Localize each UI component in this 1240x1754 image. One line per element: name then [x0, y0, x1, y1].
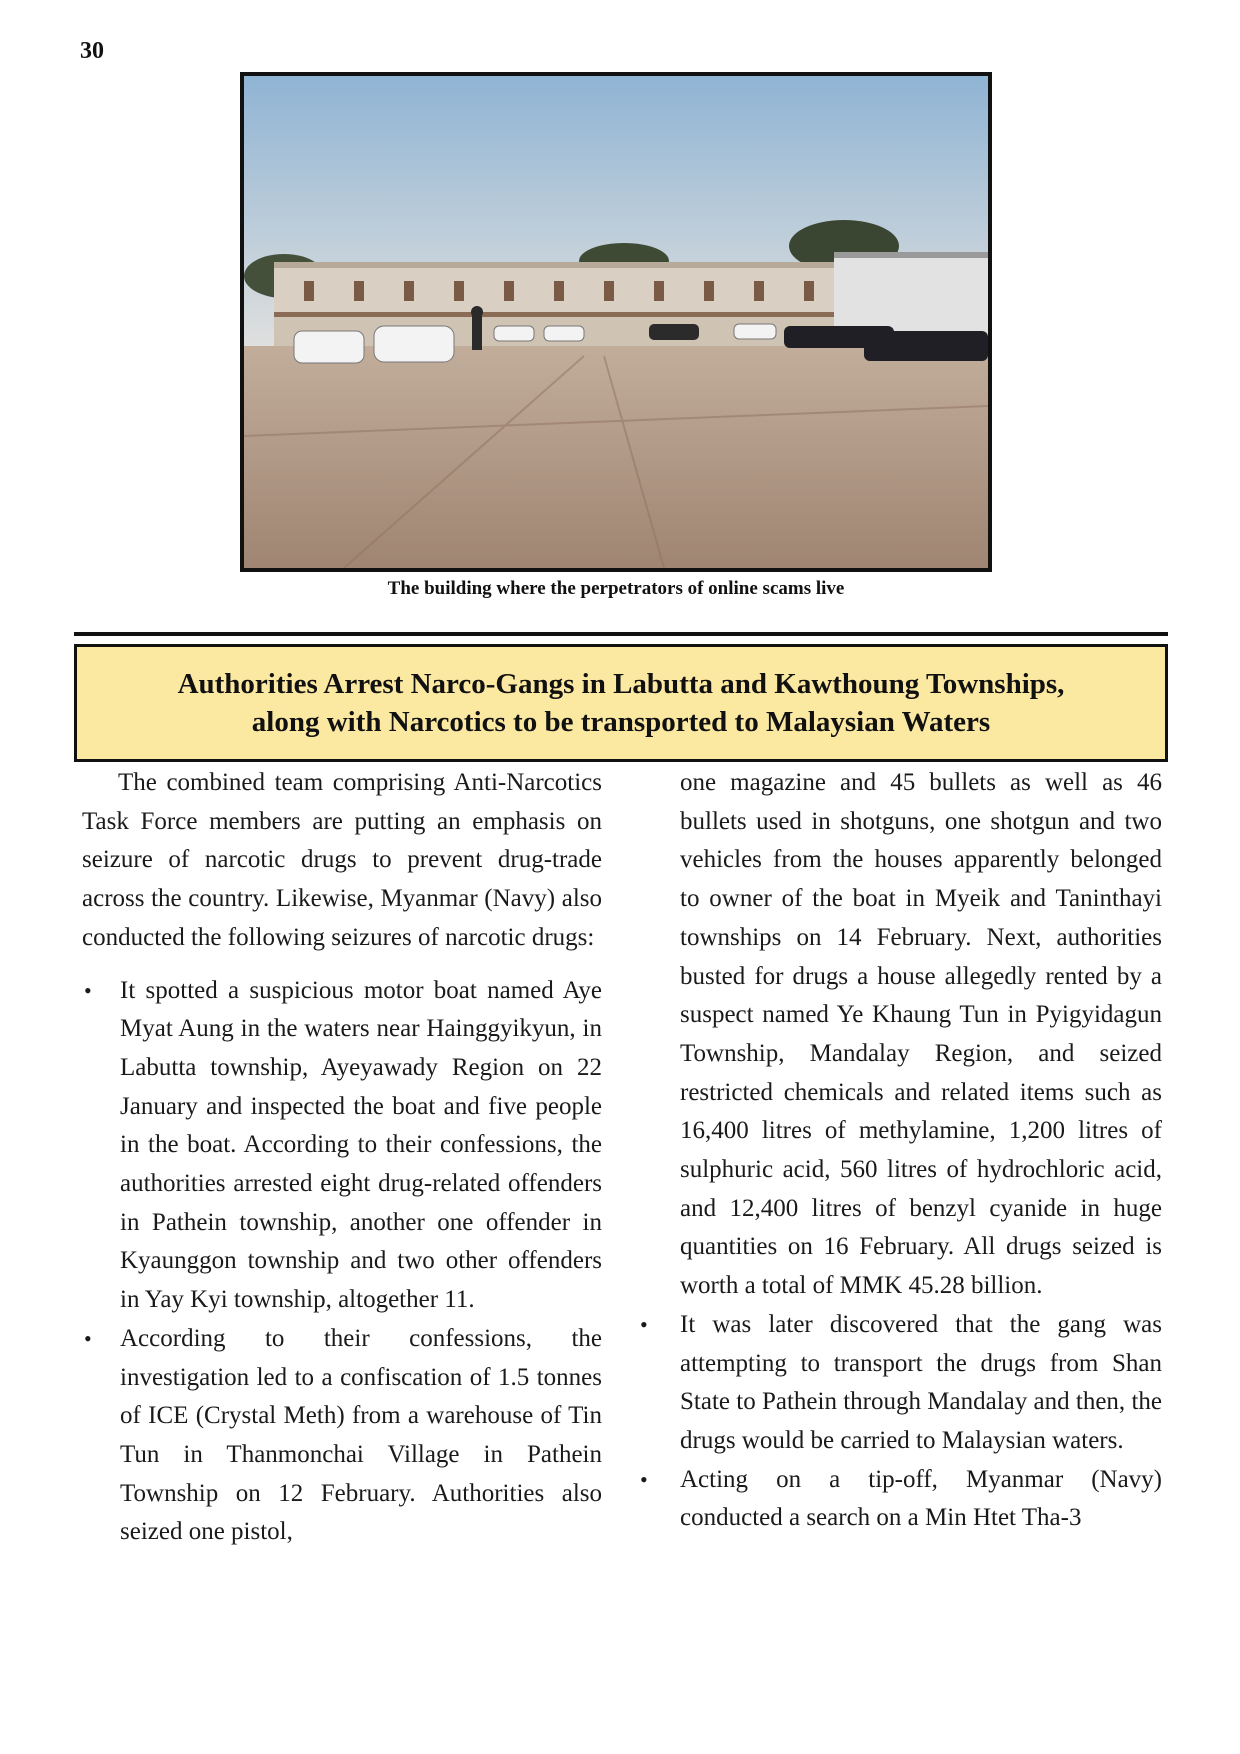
headline-line-1: Authorities Arrest Narco-Gangs in Labutta and Kawthoung Townships,: [177, 668, 1065, 700]
photo-illustration: [244, 76, 988, 568]
bullet-list-right: [640, 1306, 1162, 1538]
article-continuation: one magazine and 45 bullets as well as 46 bullets used in shotguns, one shotgun and two vehicles from the houses apparently belonged to owner of the boat in Myeik and Taninthayi townships on 14 February. Next, authorities busted for drugs a house allegedly rented by a suspect named Ye Khaung Tun in Pyigyidagun Township, Mandalay Region, and seized restricted chemicals and related items such as 16,400 litres of methylamine, 1,200 litres of sulphuric acid, 560 litres of hydrochloric acid, and 12,400 litres of benzyl cyanide in huge quantities on 16 February. All drugs seized is worth a total of MMK 45.28 billion.: [680, 769, 1162, 1300]
section-divider: [74, 632, 1168, 636]
bullet-list-left: [82, 972, 602, 1553]
bullet-text: According to their confessions, the investigation led to a confiscation of 1.5 tonnes of ICE (Crystal Meth) from a warehouse of Tin Tun in Thanmonchai Village in Pathein Township on 12 February. Authorities also seized one pistol,: [120, 1324, 602, 1546]
bullet-icon: •: [84, 1325, 92, 1351]
headline-line-2: along with Narcotics to be transported to Malaysian Waters: [251, 706, 991, 738]
list-item: [82, 972, 602, 1320]
list-item: [640, 1306, 1162, 1461]
page-number: 30: [80, 38, 104, 64]
bullet-icon: •: [640, 1311, 648, 1337]
bullet-text: It was later discovered that the gang was attempting to transport the drugs from Shan State to Pathein through Mandalay and then, the drugs would be carried to Malaysian waters.: [680, 1310, 1162, 1454]
bullet-text: It spotted a suspicious motor boat named Aye Myat Aung in the waters near Hainggyikyun, in Labutta township, Ayeyawady Region on 22 January and inspected the boat and five people in the boat. According to their confessions, the authorities arrested eight drug-related offenders in Pathein township, another one offender in Kyaunggon township and two other offenders in Yay Kyi township, altogether 11.: [120, 976, 602, 1314]
article-column-left: [82, 764, 602, 1552]
list-item: [640, 1461, 1162, 1538]
bullet-icon: •: [640, 1466, 648, 1492]
article-intro: The combined team comprising Anti-Narcotics Task Force members are putting an emphasis on seizure of narcotic drugs to prevent drug-trade across the country. Likewise, Myanmar (Navy) also conducted the following seizures of narcotic drugs:: [82, 769, 602, 951]
photo-caption: The building where the perpetrators of online scams live: [387, 578, 845, 599]
list-item: [82, 1320, 602, 1552]
bullet-text: Acting on a tip-off, Myanmar (Navy) conducted a search on a Min Htet Tha-3: [680, 1465, 1162, 1532]
bullet-icon: •: [84, 977, 92, 1003]
photo-building: [240, 72, 992, 572]
article-column-right: [640, 764, 1162, 1538]
headline-box: [74, 644, 1168, 762]
